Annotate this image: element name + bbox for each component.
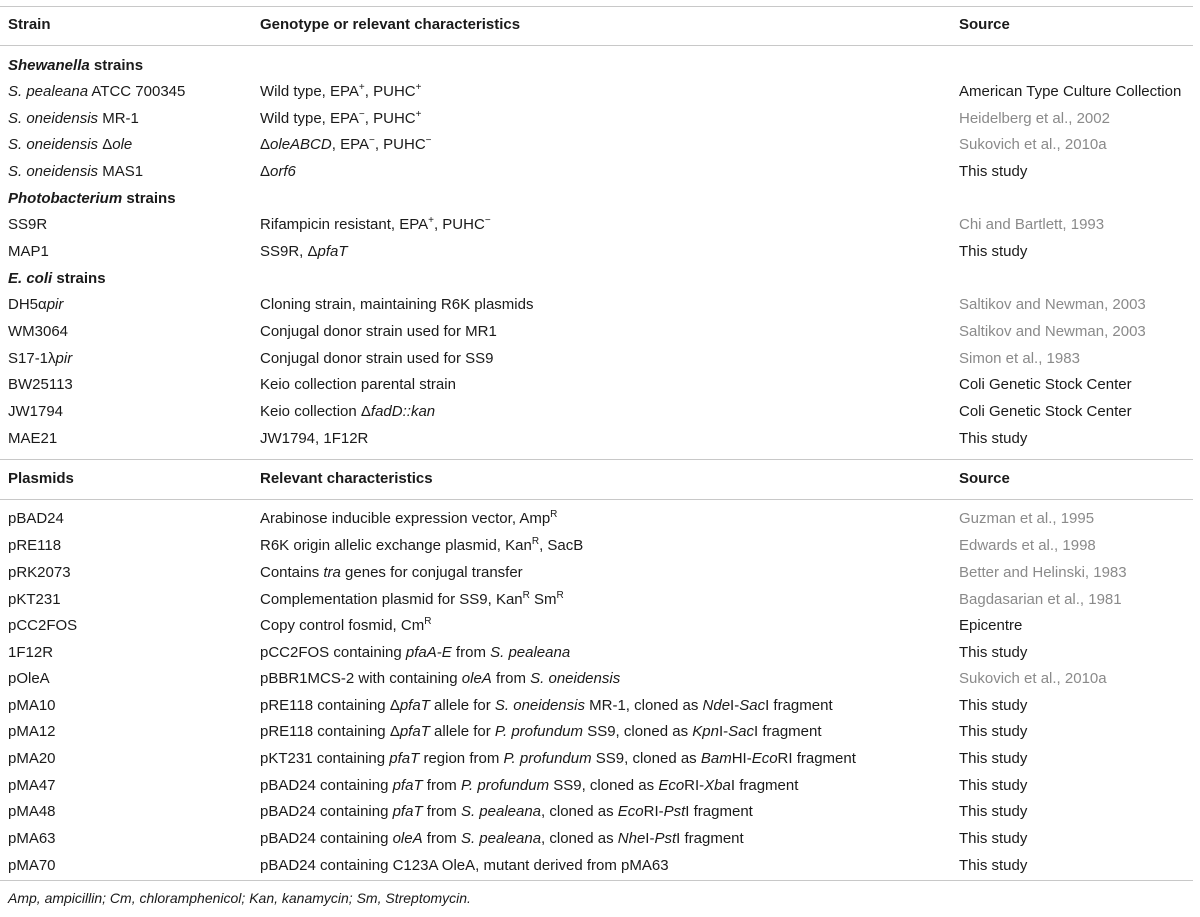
plasmid-text: Copy control fosmid, Cm xyxy=(260,617,425,634)
plasmid-text: SS9, cloned as xyxy=(591,750,701,767)
plasmid-text: Arabinose inducible expression vector, Amp xyxy=(260,510,551,527)
source-reference: Saltikov and Newman, 2003 xyxy=(959,296,1146,313)
plasmid-name: pMA48 xyxy=(8,803,56,820)
source-text: American Type Culture Collection xyxy=(959,83,1182,100)
plasmid-text: , SacB xyxy=(539,537,584,554)
superscript: R xyxy=(550,509,558,520)
gene-name: fadD::kan xyxy=(370,403,436,420)
plasmid-name: pRE118 xyxy=(8,537,62,554)
header-strain: Strain xyxy=(8,16,51,33)
superscript: + xyxy=(428,215,434,226)
plasmid-text: HI- xyxy=(731,750,752,767)
header-plasmids: Plasmids xyxy=(8,470,74,487)
genotype-text: Cloning strain, maintaining R6K plasmids xyxy=(260,296,534,313)
source-reference: Heidelberg et al., 2002 xyxy=(959,110,1110,127)
table-row xyxy=(0,506,1200,532)
table-row xyxy=(0,746,1200,772)
enzyme-name: Kpn xyxy=(692,723,719,740)
source-text: This study xyxy=(959,163,1028,180)
gene-name: pfaT xyxy=(392,803,423,820)
gene-name: pfaT xyxy=(399,697,430,714)
superscript: + xyxy=(415,82,422,93)
gene-name: pfaT xyxy=(392,777,423,794)
table-row xyxy=(0,212,1200,238)
table-header xyxy=(0,12,1200,38)
superscript: − xyxy=(368,135,375,146)
plasmid-name: pKT231 xyxy=(8,591,61,608)
species-name: S. pealeana xyxy=(460,803,542,820)
table-row xyxy=(0,159,1200,185)
plasmid-text: R6K origin allelic exchange plasmid, Kan xyxy=(260,537,532,554)
plasmid-text: pKT231 containing xyxy=(260,750,390,767)
superscript: − xyxy=(425,135,432,146)
source-text: This study xyxy=(959,777,1028,794)
superscript: R xyxy=(522,590,530,601)
genotype-text: Keio collection parental strain xyxy=(260,376,456,393)
table-row xyxy=(0,79,1200,105)
genotype-text: , PUHC xyxy=(433,216,485,233)
plasmid-text: allele for xyxy=(429,697,495,714)
section-suffix: strains xyxy=(122,190,176,207)
superscript: + xyxy=(415,109,422,120)
strain-name: S17-1λ xyxy=(8,350,56,367)
plasmid-text: from xyxy=(422,777,461,794)
plasmid-text: RI fragment xyxy=(777,750,856,767)
plasmid-text: from xyxy=(451,644,491,661)
strain-name: BW25113 xyxy=(8,376,73,393)
enzyme-name: Eco xyxy=(658,777,685,794)
species-name: S. oneidensis xyxy=(530,670,621,687)
delta-symbol: Δ xyxy=(260,163,271,180)
source-text: Epicentre xyxy=(959,617,1023,634)
source-text: This study xyxy=(959,723,1028,740)
enzyme-name: Sac xyxy=(739,697,766,714)
enzyme-name: Eco xyxy=(751,750,778,767)
table-row xyxy=(0,426,1200,452)
source-reference: Bagdasarian et al., 1981 xyxy=(959,591,1122,608)
genotype-text: Keio collection Δ xyxy=(260,403,371,420)
genotype-text: Wild type, EPA xyxy=(260,110,359,127)
top-rule xyxy=(0,6,1193,7)
plasmid-text: pRE118 containing Δ xyxy=(260,697,400,714)
superscript: + xyxy=(358,82,365,93)
table-row xyxy=(0,799,1200,825)
header-rule xyxy=(0,45,1193,46)
plasmid-name: pMA10 xyxy=(8,697,56,714)
table-row xyxy=(0,399,1200,425)
superscript: R xyxy=(556,590,564,601)
table-row xyxy=(0,132,1200,158)
plasmid-table-header xyxy=(0,466,1200,492)
plasmid-text: RI- xyxy=(643,803,664,820)
source-text: This study xyxy=(959,697,1028,714)
plasmid-text: from xyxy=(422,830,461,847)
genotype-text: JW1794, 1F12R xyxy=(260,430,369,447)
enzyme-name: Eco xyxy=(617,803,644,820)
genotype-text: Wild type, EPA xyxy=(260,83,359,100)
section-ecoli xyxy=(0,266,1200,292)
plasmid-name: pOleA xyxy=(8,670,50,687)
strain-species: S. oneidensis xyxy=(8,110,99,127)
source-reference: Sukovich et al., 2010a xyxy=(959,670,1107,687)
table-row xyxy=(0,666,1200,692)
plasmid-text: pCC2FOS containing xyxy=(260,644,406,661)
genotype-text: Conjugal donor strain used for SS9 xyxy=(260,350,494,367)
table-row xyxy=(0,587,1200,613)
plasmid-text: I fragment xyxy=(685,803,753,820)
plasmid-name: pBAD24 xyxy=(8,510,64,527)
plasmid-name: pRK2073 xyxy=(8,564,71,581)
plasmid-header-rule xyxy=(0,499,1193,500)
plasmid-text: SS9, cloned as xyxy=(549,777,659,794)
enzyme-name: Sac xyxy=(728,723,754,740)
gene-name: pfaT xyxy=(389,750,420,767)
table-row xyxy=(0,853,1200,879)
strain-species: S. pealeana xyxy=(8,83,89,100)
source-reference: Better and Helinski, 1983 xyxy=(959,564,1127,581)
genotype-text: Conjugal donor strain used for MR1 xyxy=(260,323,497,340)
plasmid-name: pMA12 xyxy=(8,723,56,740)
source-text: This study xyxy=(959,430,1028,447)
table-row xyxy=(0,239,1200,265)
delta-symbol: Δ xyxy=(260,136,271,153)
enzyme-name: Xba xyxy=(704,777,731,794)
strain-name: WM3064 xyxy=(8,323,69,340)
genotype-text: , PUHC xyxy=(374,136,426,153)
species-name: P. profundum xyxy=(503,750,592,767)
strain-species: S. oneidensis xyxy=(8,163,99,180)
plasmid-text: allele for xyxy=(429,723,495,740)
source-reference: Guzman et al., 1995 xyxy=(959,510,1095,527)
gene-name: oleA xyxy=(461,670,492,687)
plasmid-text: I fragment xyxy=(765,697,833,714)
genotype-text: Rifampicin resistant, EPA xyxy=(260,216,429,233)
table-row xyxy=(0,372,1200,398)
strain-name: DH5α xyxy=(8,296,47,313)
plasmid-text: , cloned as xyxy=(541,803,618,820)
species-name: S. pealeana xyxy=(460,830,542,847)
gene-name: oleABCD xyxy=(270,136,332,153)
gene-name: oleA xyxy=(392,830,423,847)
plasmid-text: I- xyxy=(645,830,655,847)
superscript: − xyxy=(484,215,491,226)
table-row xyxy=(0,319,1200,345)
plasmid-text: region from xyxy=(419,750,504,767)
strain-name: JW1794 xyxy=(8,403,64,420)
header-relevant: Relevant characteristics xyxy=(260,470,433,487)
species-name: P. profundum xyxy=(460,777,550,794)
bottom-rule xyxy=(0,880,1193,881)
plasmid-text: genes for conjugal transfer xyxy=(340,564,523,581)
superscript: R xyxy=(531,536,540,547)
section-photobacterium xyxy=(0,186,1200,212)
header-source: Source xyxy=(959,16,1010,33)
table-row xyxy=(0,106,1200,132)
table-row xyxy=(0,560,1200,586)
plasmid-text: I fragment xyxy=(754,723,822,740)
plasmid-text: I- xyxy=(730,697,740,714)
enzyme-name: Nhe xyxy=(617,830,646,847)
source-text: Coli Genetic Stock Center xyxy=(959,403,1132,420)
header-source: Source xyxy=(959,470,1010,487)
table-row xyxy=(0,292,1200,318)
plasmid-text: pBAD24 containing C123A OleA, mutant derived from pMA63 xyxy=(260,857,669,874)
section-genus: E. coli xyxy=(8,270,53,287)
section-suffix: strains xyxy=(52,270,106,287)
plasmid-text: pRE118 containing Δ xyxy=(260,723,400,740)
table-row xyxy=(0,826,1200,852)
plasmid-text: Complementation plasmid for SS9, Kan xyxy=(260,591,523,608)
genotype-text: , EPA xyxy=(331,136,369,153)
source-text: This study xyxy=(959,857,1028,874)
strain-name-italic: pir xyxy=(55,350,73,367)
table-row xyxy=(0,773,1200,799)
section-suffix: strains xyxy=(89,57,144,74)
plasmid-text: pBAD24 containing xyxy=(260,830,393,847)
strain-species: S. oneidensis xyxy=(8,136,99,153)
table-row xyxy=(0,693,1200,719)
source-text: This study xyxy=(959,830,1028,847)
source-text: This study xyxy=(959,803,1028,820)
section-genus: Photobacterium xyxy=(8,190,123,207)
table-row xyxy=(0,640,1200,666)
enzyme-name: Pst xyxy=(654,830,677,847)
plasmid-name: pCC2FOS xyxy=(8,617,78,634)
plasmid-text: pBAD24 containing xyxy=(260,803,393,820)
source-reference: Chi and Bartlett, 1993 xyxy=(959,216,1105,233)
plasmid-text: Contains xyxy=(260,564,324,581)
plasmid-name: pMA20 xyxy=(8,750,56,767)
source-text: This study xyxy=(959,243,1028,260)
section-genus: Shewanella xyxy=(8,57,90,74)
table-row xyxy=(0,719,1200,745)
plasmid-text: Sm xyxy=(529,591,557,608)
source-text: This study xyxy=(959,644,1028,661)
section-shewanella xyxy=(0,53,1200,79)
table-row xyxy=(0,346,1200,372)
superscript: − xyxy=(358,109,365,120)
plasmid-text: I fragment xyxy=(730,777,799,794)
superscript: R xyxy=(424,616,432,627)
genotype-text: , PUHC xyxy=(364,83,416,100)
plasmid-text: I- xyxy=(718,723,729,740)
delta-symbol: Δ xyxy=(98,136,113,153)
plasmid-name: pMA63 xyxy=(8,830,56,847)
plasmid-text: MR-1, cloned as xyxy=(584,697,703,714)
strain-id: MR-1 xyxy=(98,110,139,127)
source-reference: Saltikov and Newman, 2003 xyxy=(959,323,1146,340)
gene-name: tra xyxy=(323,564,341,581)
gene-name: orf6 xyxy=(270,163,296,180)
plasmid-text: RI- xyxy=(684,777,705,794)
table-footnote: Amp, ampicillin; Cm, chloramphenicol; Kan, kanamycin; Sm, Streptomycin. xyxy=(8,890,471,906)
plasmid-text: pBBR1MCS-2 with containing xyxy=(260,670,462,687)
genotype-text: , PUHC xyxy=(364,110,416,127)
strain-name-italic: pir xyxy=(46,296,64,313)
section-rule xyxy=(0,459,1193,460)
plasmid-text: from xyxy=(422,803,461,820)
gene-name: pfaT xyxy=(399,723,430,740)
source-reference: Simon et al., 1983 xyxy=(959,350,1080,367)
source-text: Coli Genetic Stock Center xyxy=(959,376,1132,393)
enzyme-name: Nde xyxy=(702,697,731,714)
table-row xyxy=(0,533,1200,559)
strain-name: MAE21 xyxy=(8,430,58,447)
plasmid-text: pBAD24 containing xyxy=(260,777,393,794)
strain-id: MAS1 xyxy=(98,163,144,180)
table-row xyxy=(0,613,1200,639)
enzyme-name: Pst xyxy=(663,803,686,820)
gene-name: pfaA-E xyxy=(405,644,452,661)
plasmid-text: SS9, cloned as xyxy=(583,723,693,740)
species-name: S. pealeana xyxy=(490,644,571,661)
plasmid-text: , cloned as xyxy=(541,830,618,847)
plasmid-name: 1F12R xyxy=(8,644,54,661)
gene-name: pfaT xyxy=(317,243,348,260)
source-reference: Edwards et al., 1998 xyxy=(959,537,1096,554)
strain-id: ATCC 700345 xyxy=(88,83,186,100)
enzyme-name: Bam xyxy=(700,750,732,767)
header-genotype: Genotype or relevant characteristics xyxy=(260,16,521,33)
strain-name: MAP1 xyxy=(8,243,49,260)
species-name: S. oneidensis xyxy=(494,697,585,714)
plasmid-text: I fragment xyxy=(676,830,744,847)
species-name: P. profundum xyxy=(494,723,584,740)
strain-name: SS9R xyxy=(8,216,48,233)
source-reference: Sukovich et al., 2010a xyxy=(959,136,1107,153)
strain-id: ole xyxy=(112,136,133,153)
plasmid-name: pMA47 xyxy=(8,777,56,794)
source-text: This study xyxy=(959,750,1028,767)
genotype-text: SS9R, Δ xyxy=(260,243,318,260)
plasmid-text: from xyxy=(491,670,531,687)
plasmid-name: pMA70 xyxy=(8,857,56,874)
